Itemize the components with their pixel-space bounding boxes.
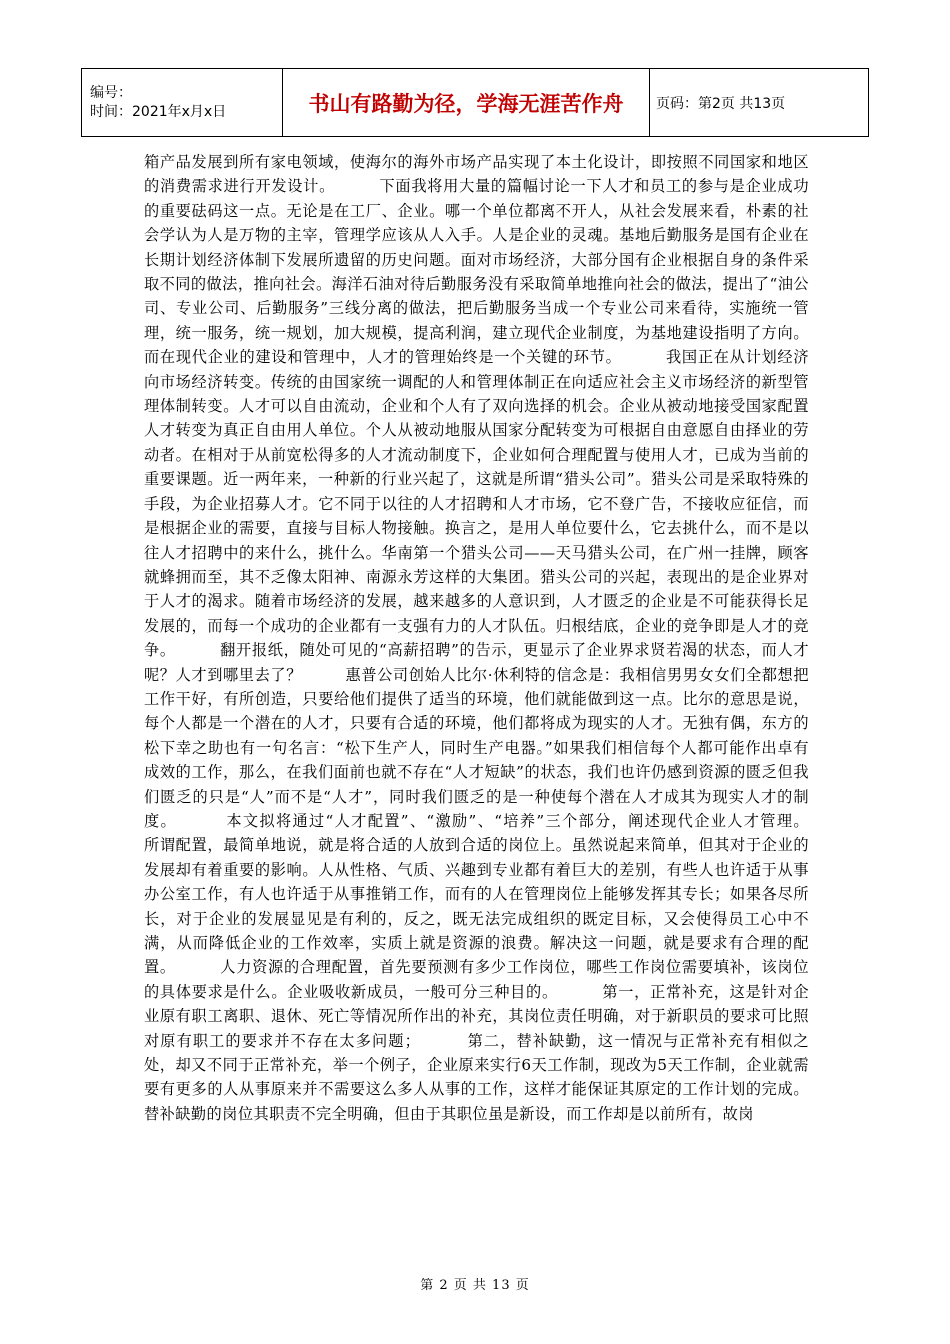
page-header (81, 68, 869, 137)
header-motto: 书山有路勤为径，学海无涯苦作舟 (283, 69, 650, 137)
document-time-label: 时间：2021年x月x日 (90, 103, 227, 120)
page-footer: 第 2 页 共 13 页 (420, 1278, 530, 1293)
body-paragraph: 箱产品发展到所有家电领域，使海尔的海外市场产品实现了本土化设计，即按照不同国家和地区的消费需求进行开发设计。 下面我将用大量的篇幅讨论一下人才和员工的参与是企业成功的重要砝码这一点。无论是在工厂、企业。哪一个单位都离不开人，从社会发展来看，朴素的社会学认为人是万物的主宰，管理学应该从人入手。人是企业的灵魂。基地后勤服务是国有企业在长期计划经济体制下发展所遗留的历史问题。面对市场经济，大部分国有企业根据自身的条件采取不同的做法，推向社会。海洋石油对待后勤服务没有采取简单地推向社会的做法，提出了“油公司、专业公司、后勤服务”三线分离的做法，把后勤服务当成一个专业公司来看待，实施统一管理，统一服务，统一规划，加大规模，提高利润，建立现代企业制度，为基地建设指明了方向。而在现代企业的建设和管理中，人才的管理始终是一个关键的环节。 我国正在从计划经济向市场经济转变。传统的由国家统一调配的人和管理体制正在向适应社会主义市场经济的新型管理体制转变。人才可以自由流动，企业和个人有了双向选择的机会。企业从被动地接受国家配置人才转变为真正自由用人单位。个人从被动地服从国家分配转变为可根据自由意愿自由择业的劳动者。在相对于从前宽松得多的人才流动制度下，企业如何合理配置与使用人才，已成为当前的重要课题。近一两年来，一种新的行业兴起了，这就是所谓“猎头公司”。猎头公司是采取特殊的手段，为企业招募人才。它不同于以往的人才招聘和人才市场，它不登广告，不接收应征信，而是根据企业的需要，直接与目标人物接触。换言之，是用人单位要什么，它去挑什么，而不是以往人才招聘中的来什么，挑什么。华南第一个猎头公司——天马猎头公司，在广州一挂牌，顾客就蜂拥而至，其不乏像太阳神、南源永芳这样的大集团。猎头公司的兴起，表现出的是企业界对于人才的渴求。随着市场经济的发展，越来越多的人意识到，人才匮乏的企业是不可能获得长足发展的，而每一个成功的企业都有一支强有力的人才队伍。归根结底，企业的竞争即是人才的竞争。 翻开报纸，随处可见的“高薪招聘”的告示，更显示了企业界求贤若渴的状态，而人才呢？人才到哪里去了？ 惠普公司创始人比尔·休利特的信念是：我相信男男女女们全都想把工作干好，有所创造，只要给他们提供了适当的环境，他们就能做到这一点。比尔的意思是说，每个人都是一个潜在的人才，只要有合适的环境，他们都将成为现实的人才。无独有偶，东方的松下幸之助也有一句名言：“松下生产人，同时生产电器。”如果我们相信每个人都可能作出卓有成效的工作，那么，在我们面前也就不存在“人才短缺”的状态，我们也许仍感到资源的匮乏但我们匮乏的只是“人”而不是“人才”，同时我们匮乏的是一种使每个潜在人才成其为现实人才的制度。 本文拟将通过“人才配置”、“激励”、“培养”三个部分，阐述现代企业人才管理。 所谓配置，最简单地说，就是将合适的人放到合适的岗位上。虽然说起来简单，但其对于企业的发展却有着重要的影响。人从性格、气质、兴趣到专业都有着巨大的差别，有些人也许适于从事办公室工作，有人也许适于从事推销工作，而有的人在管理岗位上能够发挥其专长；如果各尽所长，对于企业的发展显见是有利的，反之，既无法完成组织的既定目标，又会使得员工心中不满，从而降低企业的工作效率，实质上就是资源的浪费。解决这一问题，就是要求有合理的配置。 人力资源的合理配置，首先要预测有多少工作岗位，哪些工作岗位需要填补，该岗位的具体要求是什么。企业吸收新成员，一般可分三种目的。 第一，正常补充，这是针对企业原有职工离职、退休、死亡等情况所作出的补充，其岗位责任明确，对于新职员的要求可比照对原有职工的要求并不存在太多问题； 第二，替补缺勤，这一情况与正常补充有相似之处，却又不同于正常补充，举一个例子，企业原来实行6天工作制，现改为5天工作制，企业就需要有更多的人从事原来并不需要这么多人从事的工作，这样才能保证其原定的工作计划的完成。替补缺勤的岗位其职责不完全明确，但由于其职位虽是新设，而工作却是以前所有，故岗 (144, 153, 852, 1123)
document-number-label: 编号： (90, 84, 132, 101)
header-meta-cell (82, 69, 283, 137)
header-page-info: 页码：第2页 共13页 (650, 69, 869, 137)
